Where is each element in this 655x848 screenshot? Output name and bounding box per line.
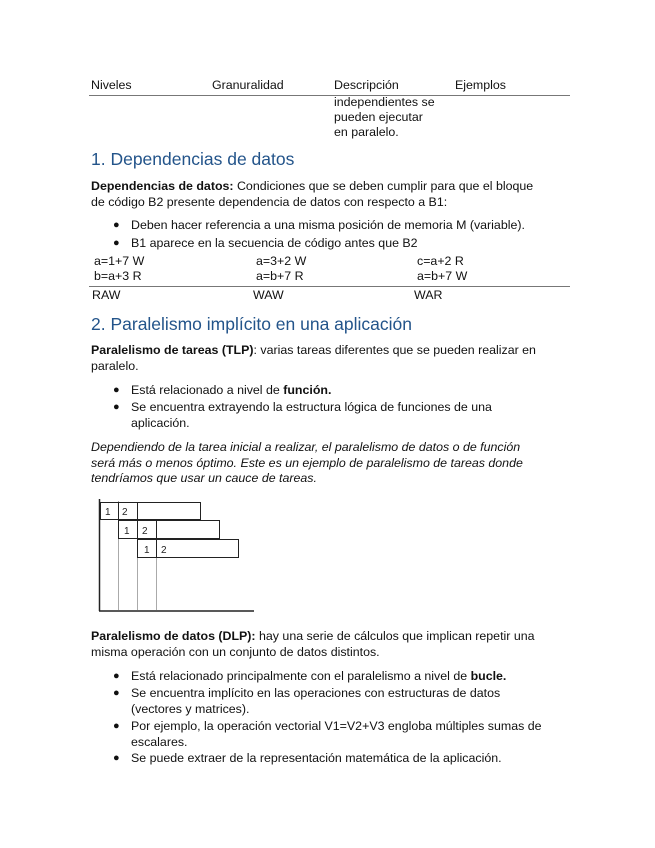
dep-label-waw: WAW — [253, 288, 284, 302]
table-cell-description: independientes se pueden ejecutar en paralelo. — [334, 95, 435, 139]
table-header-niveles: Niveles — [91, 78, 132, 92]
diagram-stage-box — [119, 521, 220, 539]
diagram-stage-label: 2 — [161, 545, 167, 556]
diagram-stage-label: 2 — [142, 526, 148, 537]
list-item: B1 aparece en la secuencia de código antes que B2 — [131, 236, 418, 250]
bullet-icon: ● — [113, 219, 120, 231]
bullet-icon: ● — [113, 237, 120, 249]
diagram-stage-box — [101, 503, 201, 520]
diagram-stage-label: 2 — [122, 507, 128, 518]
diagram-stage-box — [138, 540, 239, 558]
bullet-icon: ● — [113, 401, 120, 413]
paragraph-tlp: Paralelismo de tareas (TLP): varias tareas diferentes que se pueden realizar en paralelo. — [91, 343, 536, 373]
list-item: Se encuentra extrayendo la estructura lógica de funciones de una aplicación. — [131, 400, 492, 430]
bullet-icon: ● — [113, 687, 120, 699]
paragraph-dependencias: Dependencias de datos: Condiciones que se deben cumplir para que el bloque de código B2 presente dependencia de datos con respecto a B1: — [91, 179, 534, 209]
table-header-granularidad: Granuralidad — [212, 78, 284, 92]
bullet-icon: ● — [113, 752, 120, 764]
section-heading-paralelismo: 2. Paralelismo implícito en una aplicación — [91, 314, 412, 334]
list-item: Está relacionado a nivel de función. — [131, 383, 332, 397]
dep-label-raw: RAW — [92, 288, 121, 302]
list-item: Por ejemplo, la operación vectorial V1=V2+V3 engloba múltiples sumas de escalares. — [131, 719, 542, 749]
list-item: Se encuentra implícito en las operaciones con estructuras de datos (vectores y matrices). — [131, 686, 501, 716]
dep-war-code: c=a+2 R a=b+7 W — [417, 254, 468, 283]
list-item: Se puede extraer de la representación matemática de la aplicación. — [131, 751, 502, 765]
dep-raw-code: a=1+7 W b=a+3 R — [94, 254, 145, 283]
table-divider — [89, 95, 570, 96]
paragraph-dlp: Paralelismo de datos (DLP): hay una serie de cálculos que implican repetir una misma operación con un conjunto de datos distintos. — [91, 629, 535, 659]
dep-label-war: WAR — [414, 288, 443, 302]
dep-waw-code: a=3+2 W a=b+7 R — [256, 254, 307, 283]
diagram-stage-label: 1 — [124, 526, 130, 537]
italic-note: Dependiendo de la tarea inicial a realizar, el paralelismo de datos o de función será más o menos óptimo. Este es un ejemplo de paralelismo de tareas donde tendríamos que usar un cauce de tareas. — [91, 440, 523, 485]
section-heading-dependencias: 1. Dependencias de datos — [91, 149, 295, 169]
diagram-stage-label: 1 — [144, 545, 150, 556]
diagram-stage-label: 1 — [105, 507, 111, 518]
bullet-icon: ● — [113, 720, 120, 732]
table-header-ejemplos: Ejemplos — [455, 78, 506, 92]
dep-table-divider — [89, 286, 570, 287]
list-item: Está relacionado principalmente con el paralelismo a nivel de bucle. — [131, 669, 507, 683]
bullet-icon: ● — [113, 670, 120, 682]
bullet-icon: ● — [113, 384, 120, 396]
task-pipeline-diagram — [92, 495, 262, 617]
table-header-descripcion: Descripción — [334, 78, 399, 92]
list-item: Deben hacer referencia a una misma posición de memoria M (variable). — [131, 218, 525, 232]
